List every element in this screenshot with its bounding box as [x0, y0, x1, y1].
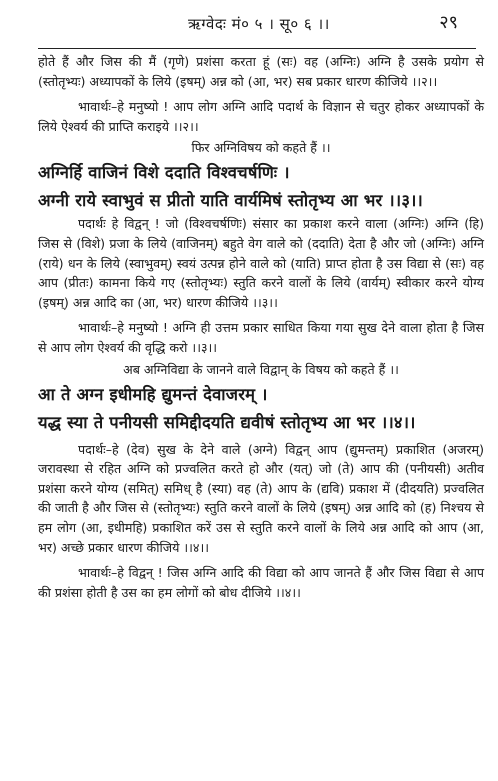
padartha-4: पदार्थः–हे (देव) सुख के देने वाले (अग्ने) विद्वन् आप (द्युमन्तम्) प्रकाशित (अजरम्) जरावस्था से रहित अग्नि को प्रज्वलित करते हो और (यत्) जो (ते) आप की (पनीयसी) अतीव प्रशंसा करने योग्य (समित्) समिध् है (स्या) वह (ते) आप के (द्यवि) प्रकाश में (दीदयति) प्रज्वलित की जाती है और जिस से (स्तोतृभ्यः) स्तुति करने वालों के लिये (इषम्) अन्न आदि को (ह) निश्चय से हम लोग (आ, इधीमहि) प्रकाशित करें उस से स्तुति करने वालों के लिये अन्न आदि को आप (आ, भर) अच्छे प्रकार धारण कीजिये ।।४।।: [38, 441, 484, 555]
page-number: २९: [439, 12, 458, 33]
mantra-4-line-1: आ ते अग्न इधीमहि द्युमन्तं देवाजरम् ।: [38, 384, 268, 404]
bhavartha-2: भावार्थः–हे मनुष्यो ! आप लोग अग्नि आदि पदार्थ के विज्ञान से चतुर होकर अध्यापकों के लिये ऐश्वर्य की प्राप्ति कराइये ।।२।।: [38, 99, 484, 134]
header-rule: [38, 48, 476, 49]
page-header: [38, 0, 484, 52]
bhavartha-3: भावार्थः–हे मनुष्यो ! अग्नि ही उत्तम प्रकार साधित किया गया सुख देने वाला होता है जिस से आप लोग ऐश्वर्य की वृद्धि करो ।।३।।: [38, 320, 484, 355]
intro-heading-4: अब अग्निविद्या के जानने वाले विद्वान् के विषय को कहते हैं ।।: [123, 361, 399, 377]
bhavartha-4: भावार्थः–हे विद्वन् ! जिस अग्नि आदि की विद्या को आप जानते हैं और जिस विद्या से आप की प्रशंसा होती है उस का हम लोगों को बोध दीजिये ।।४।।: [38, 565, 484, 600]
mantra-3-line-2: अग्नी राये स्वाभुवं स प्रीतो याति वार्यमिषं स्तोतृभ्य आ भर ।।३।।: [38, 191, 424, 211]
padartha-3: पदार्थः हे विद्वन् ! जो (विश्वचर्षणिः) संसार का प्रकाश करने वाला (अग्निः) अग्नि (हि) जिस से (विशे) प्रजा के लिये (वाजिनम्) बहुते वेग वाले को (ददाति) देता है और जो (अग्निः) अग्नि (राये) धन के लिये (स्वाभुवम्) स्वयं उत्पन्न होने वाले को (याति) प्राप्त होता है उस विद्या से (सः) वह आप (प्रीतः) कामना किये गए (स्तोतृभ्यः) स्तुति करने वालों के लिये (वार्यम्) स्वीकार करने योग्य (इषम्) अन्न आदि का (आ, भर) धारण कीजिये ।।३।।: [38, 216, 484, 310]
mantra-3-line-1: अग्निर्हि वाजिनं विशे ददाति विश्वचर्षणिः ।: [38, 163, 290, 183]
running-head: ऋग्वेदः मं० ५ । सू० ६ ।।: [188, 15, 330, 33]
para-cont-2: होते हैं और जिस की मैं (गृणे) प्रशंसा करता हूं (सः) वह (अग्निः) अग्नि है उसके प्रयोग से (स्तोतृभ्यः) अध्यापकों के लिये (इषम्) अन्न को (आ, भर) सब प्रकार धारण कीजिये ।।२।।: [38, 54, 484, 89]
mantra-4-line-2: यद्ध स्या ते पनीयसी समिद्दीदयति द्यवीषं स्तोतृभ्य आ भर ।।४।।: [38, 412, 416, 432]
intro-heading-3: फिर अग्निविषय को कहते हैं ।।: [191, 140, 331, 156]
page-body: [38, 52, 484, 602]
